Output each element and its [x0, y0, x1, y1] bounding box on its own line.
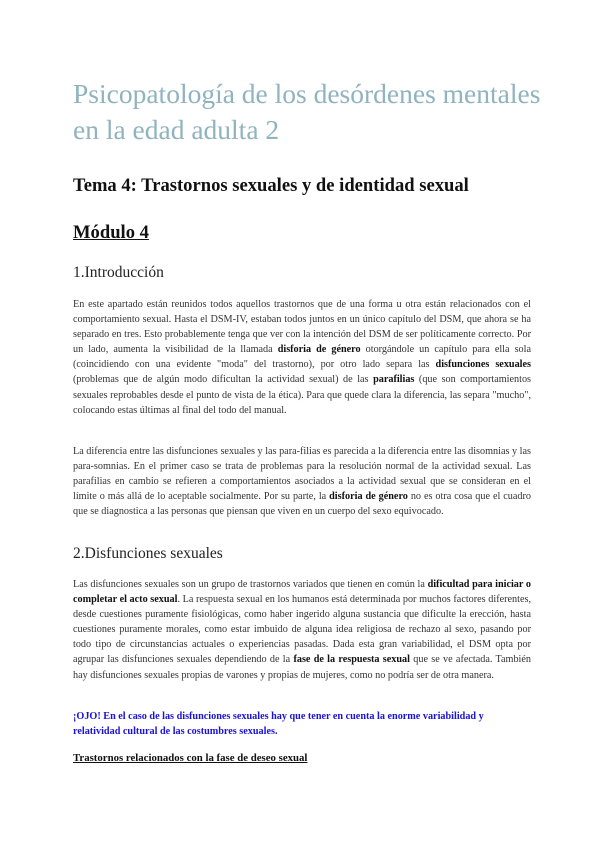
section-subheading: Trastornos relacionados con la fase de deseo sexual	[73, 752, 308, 764]
intro-paragraph-2	[73, 444, 531, 519]
text: otorgándole un capítulo para ella sola (coincidiendo con una evidente "moda" del trastorno), por otro lado separa las	[73, 344, 531, 371]
text: . La respuesta sexual en los humanos está determinada por muchos factores diferentes, desde cuestiones puramente fisiológicas, como haber ingerido alguna sustancia que dificulte la erección, hasta cuestiones puramente morales, como estar imbuido de alguna idea religiosa de rechazo al sexo, pasando por todo tipo de circunstancias actuales o experiencias pasadas. Dada esta gran variabilidad, el DSM opta por agrupar las disfunciones sexuales dependiendo de la	[73, 594, 531, 666]
document-title: Psicopatología de los desórdenes mentales en la edad adulta 2	[73, 78, 541, 145]
disfunciones-heading: 2.Disfunciones sexuales	[73, 545, 223, 562]
text: (que son comportamientos sexuales reprobables desde el punto de vista de la ética). Para que quede clara la diferencia, las separa "mucho", colocando estas últimas al final del todo del manual.	[73, 374, 532, 416]
bold-term: disforia de género	[329, 491, 408, 503]
text: (problemas que de algún modo dificultan la actividad sexual) de las	[73, 374, 374, 386]
disfunciones-paragraph	[73, 577, 531, 683]
text: que se ve afectada. También hay disfunciones sexuales propias de varones y propias de mujeres, como no podría ser de otra manera.	[73, 654, 532, 681]
text: En este apartado están reunidos todos aquellos trastornos que de una forma u otra están relacionados con el comportamiento sexual. Hasta el DSM-IV, estaban todos juntos en un único capítulo del DSM, que ahora se ha separado en tres. Esto probablemente tenga que ver con la intención del DSM de ser políticamente correcto. Por un lado, aumenta la visibilidad de la llamada	[73, 299, 531, 356]
text: no es otra cosa que el cuadro que se diagnostica a las personas que piensan que viven en un cuerpo del sexo equivocado.	[73, 491, 531, 518]
bold-term: dificultad para iniciar o completar el acto sexual	[73, 579, 531, 606]
bold-term: disfunciones sexuales	[435, 359, 531, 371]
tema-heading: Tema 4: Trastornos sexuales y de identidad sexual	[73, 175, 469, 196]
bold-term: fase de la respuesta sexual	[293, 654, 410, 666]
warning-note: ¡OJO! En el caso de las disfunciones sexuales hay que tener en cuenta la enorme variabilidad y relatividad cultural de las costumbres sexuales.	[73, 711, 484, 738]
intro-paragraph-1	[73, 297, 531, 418]
modulo-heading: Módulo 4	[73, 222, 149, 243]
bold-term: disforia de género	[277, 344, 361, 356]
intro-heading: 1.Introducción	[73, 264, 164, 281]
bold-term: parafilias	[373, 374, 415, 386]
text: Las disfunciones sexuales son un grupo de trastornos variados que tienen en común la	[73, 579, 428, 590]
text: La diferencia entre las disfunciones sexuales y las para-filias es parecida a la diferencia entre las disomnias y las para-somnias. En el primer caso se trata de problemas para la resolución normal de la actividad sexual. Las parafilias en cambio se refieren a comportamientos asociados a la actividad sexual que se consideran en el límite o más allá de lo aceptable socialmente. Por su parte, la	[73, 446, 531, 503]
